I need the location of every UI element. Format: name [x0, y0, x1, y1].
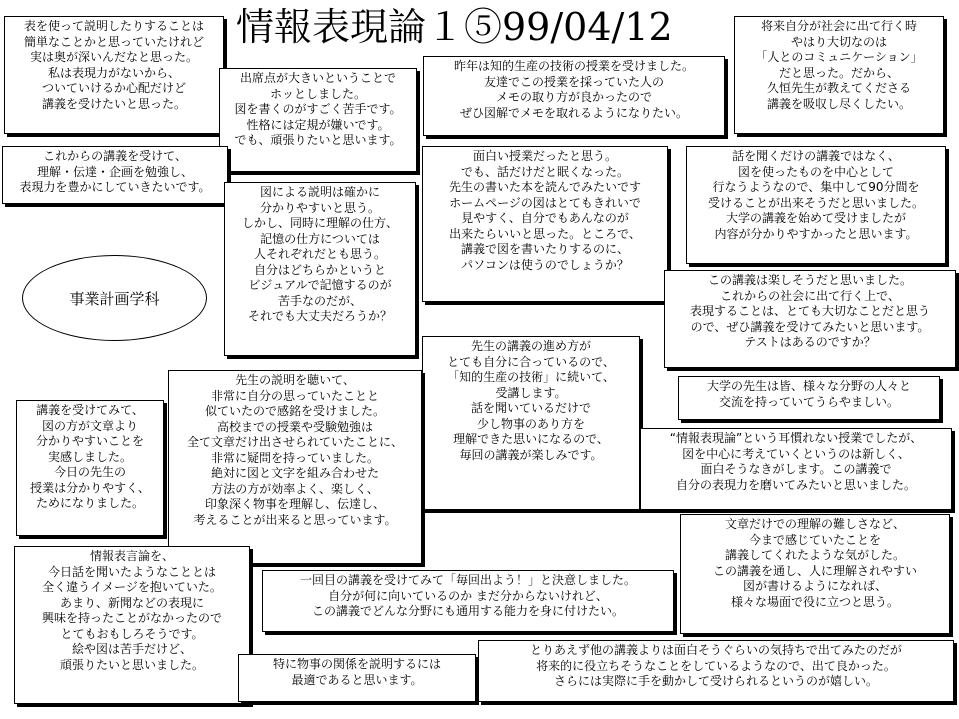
comment-line: この講義は楽しそうだと思いました。 [707, 273, 912, 287]
comment-line: 出来たらいいと思った。ところで、 [449, 226, 641, 241]
comment-line: だと思った。だから、 [778, 65, 899, 80]
comment-line: 大学の先生は皆、様々な分野の人々と [706, 379, 911, 393]
comment-line: 久恒先生が教えてくださる [766, 81, 911, 95]
comment-line: 大学の講義を始めて受けましたが [725, 211, 906, 225]
comment-box [423, 56, 725, 136]
comment-line: 話を聞いているだけで [470, 401, 591, 415]
comment-line: 講義を受けたいと思った。 [41, 96, 186, 111]
comment-box [422, 146, 668, 302]
comment-line: 私は表現力がないから、 [47, 65, 180, 80]
comment-line: ホームページの図はとてもきれいで [449, 195, 641, 210]
comment-line: 「人とのコミュニケーション」 [755, 50, 923, 64]
comment-line: 最適であると思います。 [291, 672, 423, 687]
comment-line: 図を中心に考えていくというのは新しく、 [682, 446, 910, 461]
comment-line: 今まで感じていたことを [748, 532, 881, 547]
comment-line: 講義で図を書いたりするのに、 [460, 242, 629, 256]
comment-line: 将来的に役立ちそうなことをしているようなので、出て良かった。 [536, 658, 896, 673]
comment-box [224, 182, 416, 356]
comment-line: 分かりやすいと思う。 [259, 200, 380, 215]
comment-box [14, 546, 250, 704]
comment-line: 絵や図は苦手だけど、 [71, 642, 192, 656]
comment-line: 実は奥が深いんだなと思った。 [29, 50, 198, 64]
comment-box [219, 68, 417, 172]
comment-line: 非常に自分の思っていたことと [210, 388, 379, 403]
comment-line: 自分の表現力を磨いてみたいと思いました。 [675, 477, 916, 492]
comment-box [2, 146, 228, 204]
comment-line: ついていけるか心配だけど [41, 81, 186, 95]
comment-line: 理解・伝達・企画を勉強し、 [36, 164, 193, 179]
comment-box [168, 370, 422, 564]
comment-line: とてもおもしろそうです。 [60, 626, 204, 641]
comment-line: 授業は分かりやすく、 [30, 480, 150, 495]
department-oval [22, 255, 207, 341]
comment-line: 面白い授業だったと思う。 [472, 149, 617, 163]
comment-box [640, 428, 952, 510]
comment-box [686, 146, 946, 264]
comment-line: とても自分に合っているので、 [447, 354, 615, 369]
comment-line: 図を使ったものを中心として [737, 164, 894, 179]
comment-line: でも、頑張りたいと思います。 [234, 133, 402, 147]
comment-line: 講義を受けてみて、 [36, 403, 144, 417]
comment-box [664, 270, 956, 368]
comment-line: 苦手なのだが、 [277, 293, 362, 308]
comment-line: この講義を通し、人に理解されやすい [712, 563, 917, 578]
comment-line: 性格には定規が嫌いです。 [246, 117, 390, 132]
comment-line: 記憶の仕方については [260, 231, 380, 246]
comment-line: 行なうようなので、集中して90分間を [712, 180, 920, 194]
comment-box [678, 376, 940, 420]
comment-box [478, 640, 954, 702]
comment-line: 先生の説明を聴いて、 [235, 373, 355, 387]
comment-line: 先生の書いた本を読んでみたいです [448, 180, 641, 194]
comment-line: 自分が何に向いているのか まだ分からないけれど、 [328, 588, 608, 603]
comment-line: 受けることが出来そうだと思いました。 [707, 195, 924, 210]
comment-line: 今日の先生の [53, 465, 126, 479]
comment-line: 全て文章だけ出させられていたことに、 [186, 435, 403, 449]
comment-line: メモの取り方が良かったので [495, 90, 652, 104]
comment-line: 図が書けるようになれば、 [742, 579, 887, 593]
comment-box [734, 16, 944, 134]
comment-box [680, 514, 950, 634]
comment-line: テストはあるのですか？ [744, 335, 876, 349]
comment-box [4, 16, 224, 134]
comment-line: 表現力を豊かにしていきたいです。 [19, 180, 211, 194]
comment-line: 図の方が文章より [41, 418, 138, 433]
comment-line: この講義でどんな分野にも通用する能力を身に付けたい。 [311, 604, 624, 618]
comment-line: パソコンは使うのでしょうか？ [461, 257, 629, 272]
comment-box [262, 570, 674, 632]
comment-line: 面白そうなきがします。この講義で [700, 462, 892, 476]
comment-line: 様々な場面で役に立つと思う。 [730, 594, 899, 609]
comment-line: 似ていたので感銘を受けました。 [204, 404, 385, 418]
comment-line: 図による説明は確かに [259, 185, 380, 199]
comment-line: 全く違うイメージを抱いていた。 [42, 580, 222, 594]
comment-line: 表現することは、とても大切なことだと思う [689, 304, 930, 318]
page-title: 情報表現論１⑤99/04/12 [236, 5, 673, 49]
comment-line: 話を聞くだけの講義ではなく、 [732, 149, 900, 163]
comment-line: 人それぞれだとも思う。 [253, 247, 386, 261]
comment-line: 交流を持っていてうらやましい。 [718, 394, 899, 409]
comment-line: ためになりました。 [35, 496, 144, 510]
comment-line: 内容が分かりやすかったと思います。 [714, 226, 918, 241]
comment-line: 受講します。 [495, 385, 567, 400]
comment-line: これからの講義を受けて、 [43, 149, 187, 163]
comment-line: 分かりやすいことを [35, 434, 144, 448]
comment-line: それでも大丈夫だろうか？ [247, 309, 392, 323]
comment-line: 文章だけでの理解の難しさなど、 [724, 517, 905, 531]
comment-line: 講義を吸収し尽くしたい。 [766, 96, 911, 111]
comment-line: ので、ぜひ講義を受けてみたいと思います。 [690, 319, 930, 334]
comment-line: 情報表言論を、 [89, 549, 174, 563]
comment-line: さらには実際に手を動かして受けられるというのが嬉しい。 [553, 674, 878, 688]
comment-line: ビジュアルで記憶するのが [248, 278, 392, 292]
comment-line: ホッとしました。 [269, 86, 366, 101]
comment-line: でも、話だけだと眠くなった。 [460, 164, 629, 179]
comment-line: 出席点が大きいということで [239, 71, 396, 85]
comment-line: これからの社会に出て行く上で、 [720, 288, 900, 303]
comment-line: 印象深く物事を理解し、伝達し、 [204, 497, 385, 511]
comment-line: 特に物事の関係を説明するには [272, 657, 441, 671]
comment-line: 友達でこの授業を採っていた人の [483, 74, 664, 89]
comment-line: 興味を持ったことがなかったので [41, 611, 222, 625]
comment-line: 高校までの授業や受験勉強は [216, 419, 373, 434]
comment-line: 一回目の講義を受けてみて「毎回出よう！」と決意しました。 [299, 573, 636, 587]
comment-line: 「知的生産の技術」に続いて、 [447, 370, 615, 384]
comment-box [16, 400, 164, 536]
comment-line: 絶対に図と文字を組み合わせた [210, 466, 379, 480]
comment-line: 見やすく、自分でもあんなのが [461, 211, 629, 225]
comment-line: ぜひ図解でメモを取れるようになりたい。 [459, 105, 688, 120]
comment-line: 理解できた思いになるので、 [453, 432, 609, 446]
comment-line: とりあえず他の講義よりは面白そうぐらいの気持ちで出てみたのだが [530, 643, 902, 657]
comment-line: しかし、同時に理解の仕方、 [241, 216, 398, 230]
comment-line: 簡単なことかと思っていたけれど [23, 34, 204, 49]
comment-line: 先生の講義の進め方が [470, 339, 591, 353]
comment-line: “情報表現論”という耳慣れない授業でしたが、 [669, 431, 923, 445]
comment-box [422, 336, 640, 510]
comment-line: 表を使って説明したりすることは [23, 19, 204, 33]
comment-line: 毎回の講義が楽しみです。 [459, 447, 603, 462]
comment-line: 自分はどちらかというと [253, 262, 386, 277]
comment-line: あまり、新聞などの表現に [59, 595, 204, 610]
comment-line: 図を書くのがすごく苦手です。 [234, 102, 402, 116]
comment-line: 考えることが出来ると思っています。 [193, 512, 397, 527]
comment-line: 少し物事のあり方を [476, 416, 585, 431]
comment-line: 講義してくれたような気がした。 [724, 548, 905, 562]
comment-line: やはり大切なのは [790, 34, 887, 49]
comment-line: 実感しました。 [47, 449, 132, 464]
comment-line: 頑張りたいと思いました。 [59, 657, 204, 672]
comment-line: 方法の方が効率よく、楽しく、 [211, 481, 379, 496]
comment-line: 昨年は知的生産の技術の授業を受けました。 [453, 59, 694, 73]
department-label: 事業計画学科 [69, 289, 160, 308]
comment-line: 今日話を聞いたようなこととは [47, 564, 216, 579]
comment-box [238, 654, 476, 702]
comment-line: 将来自分が社会に出て行く時 [760, 19, 917, 33]
comment-line: 非常に疑問を持っていました。 [210, 450, 379, 465]
